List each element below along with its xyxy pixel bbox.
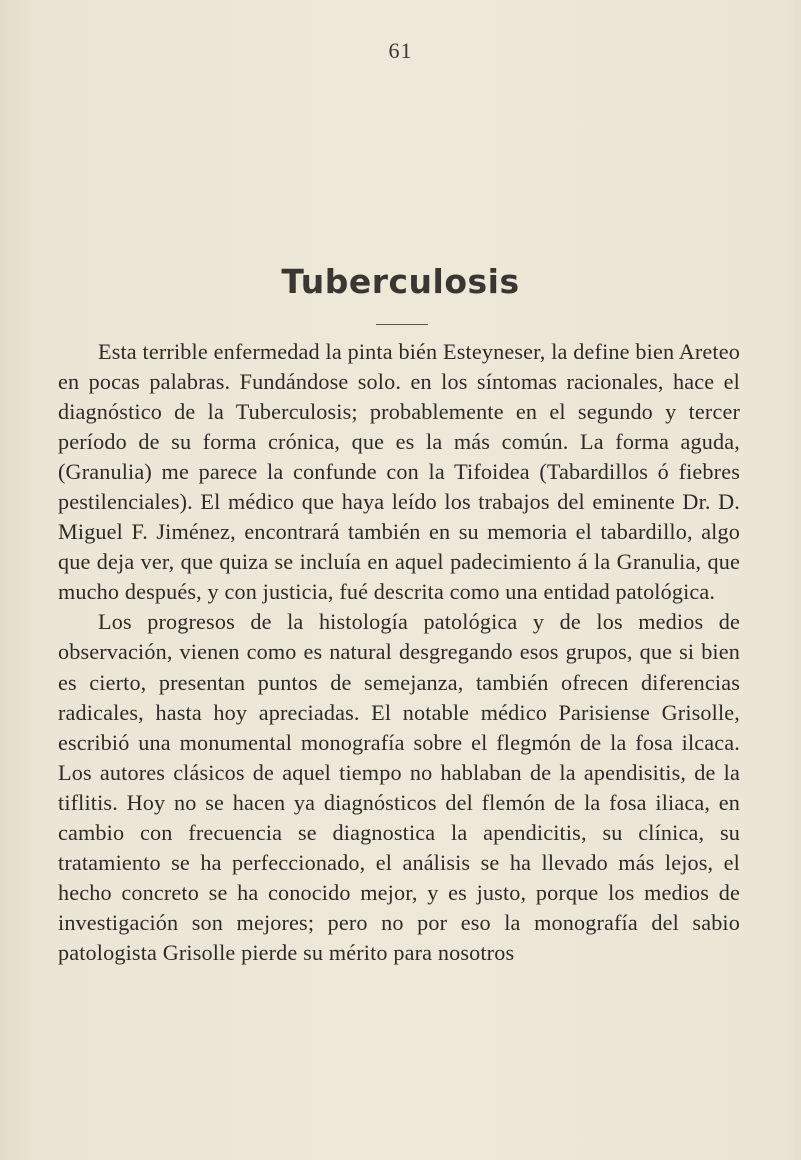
page-number: 61 <box>388 38 413 63</box>
paragraph-2: Los progresos de la histología patológica y de los medios de observación, vienen como es natural desgregando esos grupos, que si bien es cierto, presentan puntos de semejanza, también ofrecen diferencias radicales, hasta hoy apreciadas. El notable médico Parisiense Grisolle, escribió una monumental monografía sobre el flegmón de la fosa ilcaca. Los autores clásicos de aquel tiempo no hablaban de la apendisitis, de la tiflitis. Hoy no se hacen ya diagnósticos del flemón de la fosa iliaca, en cambio con frecuencia se diagnostica la apendicitis, su clínica, su tratamiento se ha perfeccionado, el análisis se ha llevado más lejos, el hecho concreto se ha conocido mejor, y es justo, porque los medios de investigación son mejores; pero no por eso la monografía del sabio patologista Grisolle pierde su mérito para nosotros <box>58 609 740 965</box>
paragraph-1: Esta terrible enfermedad la pinta bién Esteyneser, la define bien Areteo en pocas palabras. Fundándose solo. en los síntomas racionales, hace el diagnóstico de la Tuberculosis; probablemente en el segundo y tercer período de su forma crónica, que es la más común. La forma aguda, (Granulia) me parece la confunde con la Tifoidea (Tabardillos ó fiebres pestilenciales). El médico que haya leído los trabajos del eminente Dr. D. Miguel F. Jiménez, encontrará también en su memoria el tabardillo, algo que deja ver, que quiza se incluía en aquel padecimiento á la Granulia, que mucho después, y con justicia, fué descrita como una entidad patológica. <box>58 339 740 605</box>
body-text <box>58 337 740 968</box>
title-divider <box>376 324 428 325</box>
chapter-title: Tuberculosis <box>281 262 520 301</box>
